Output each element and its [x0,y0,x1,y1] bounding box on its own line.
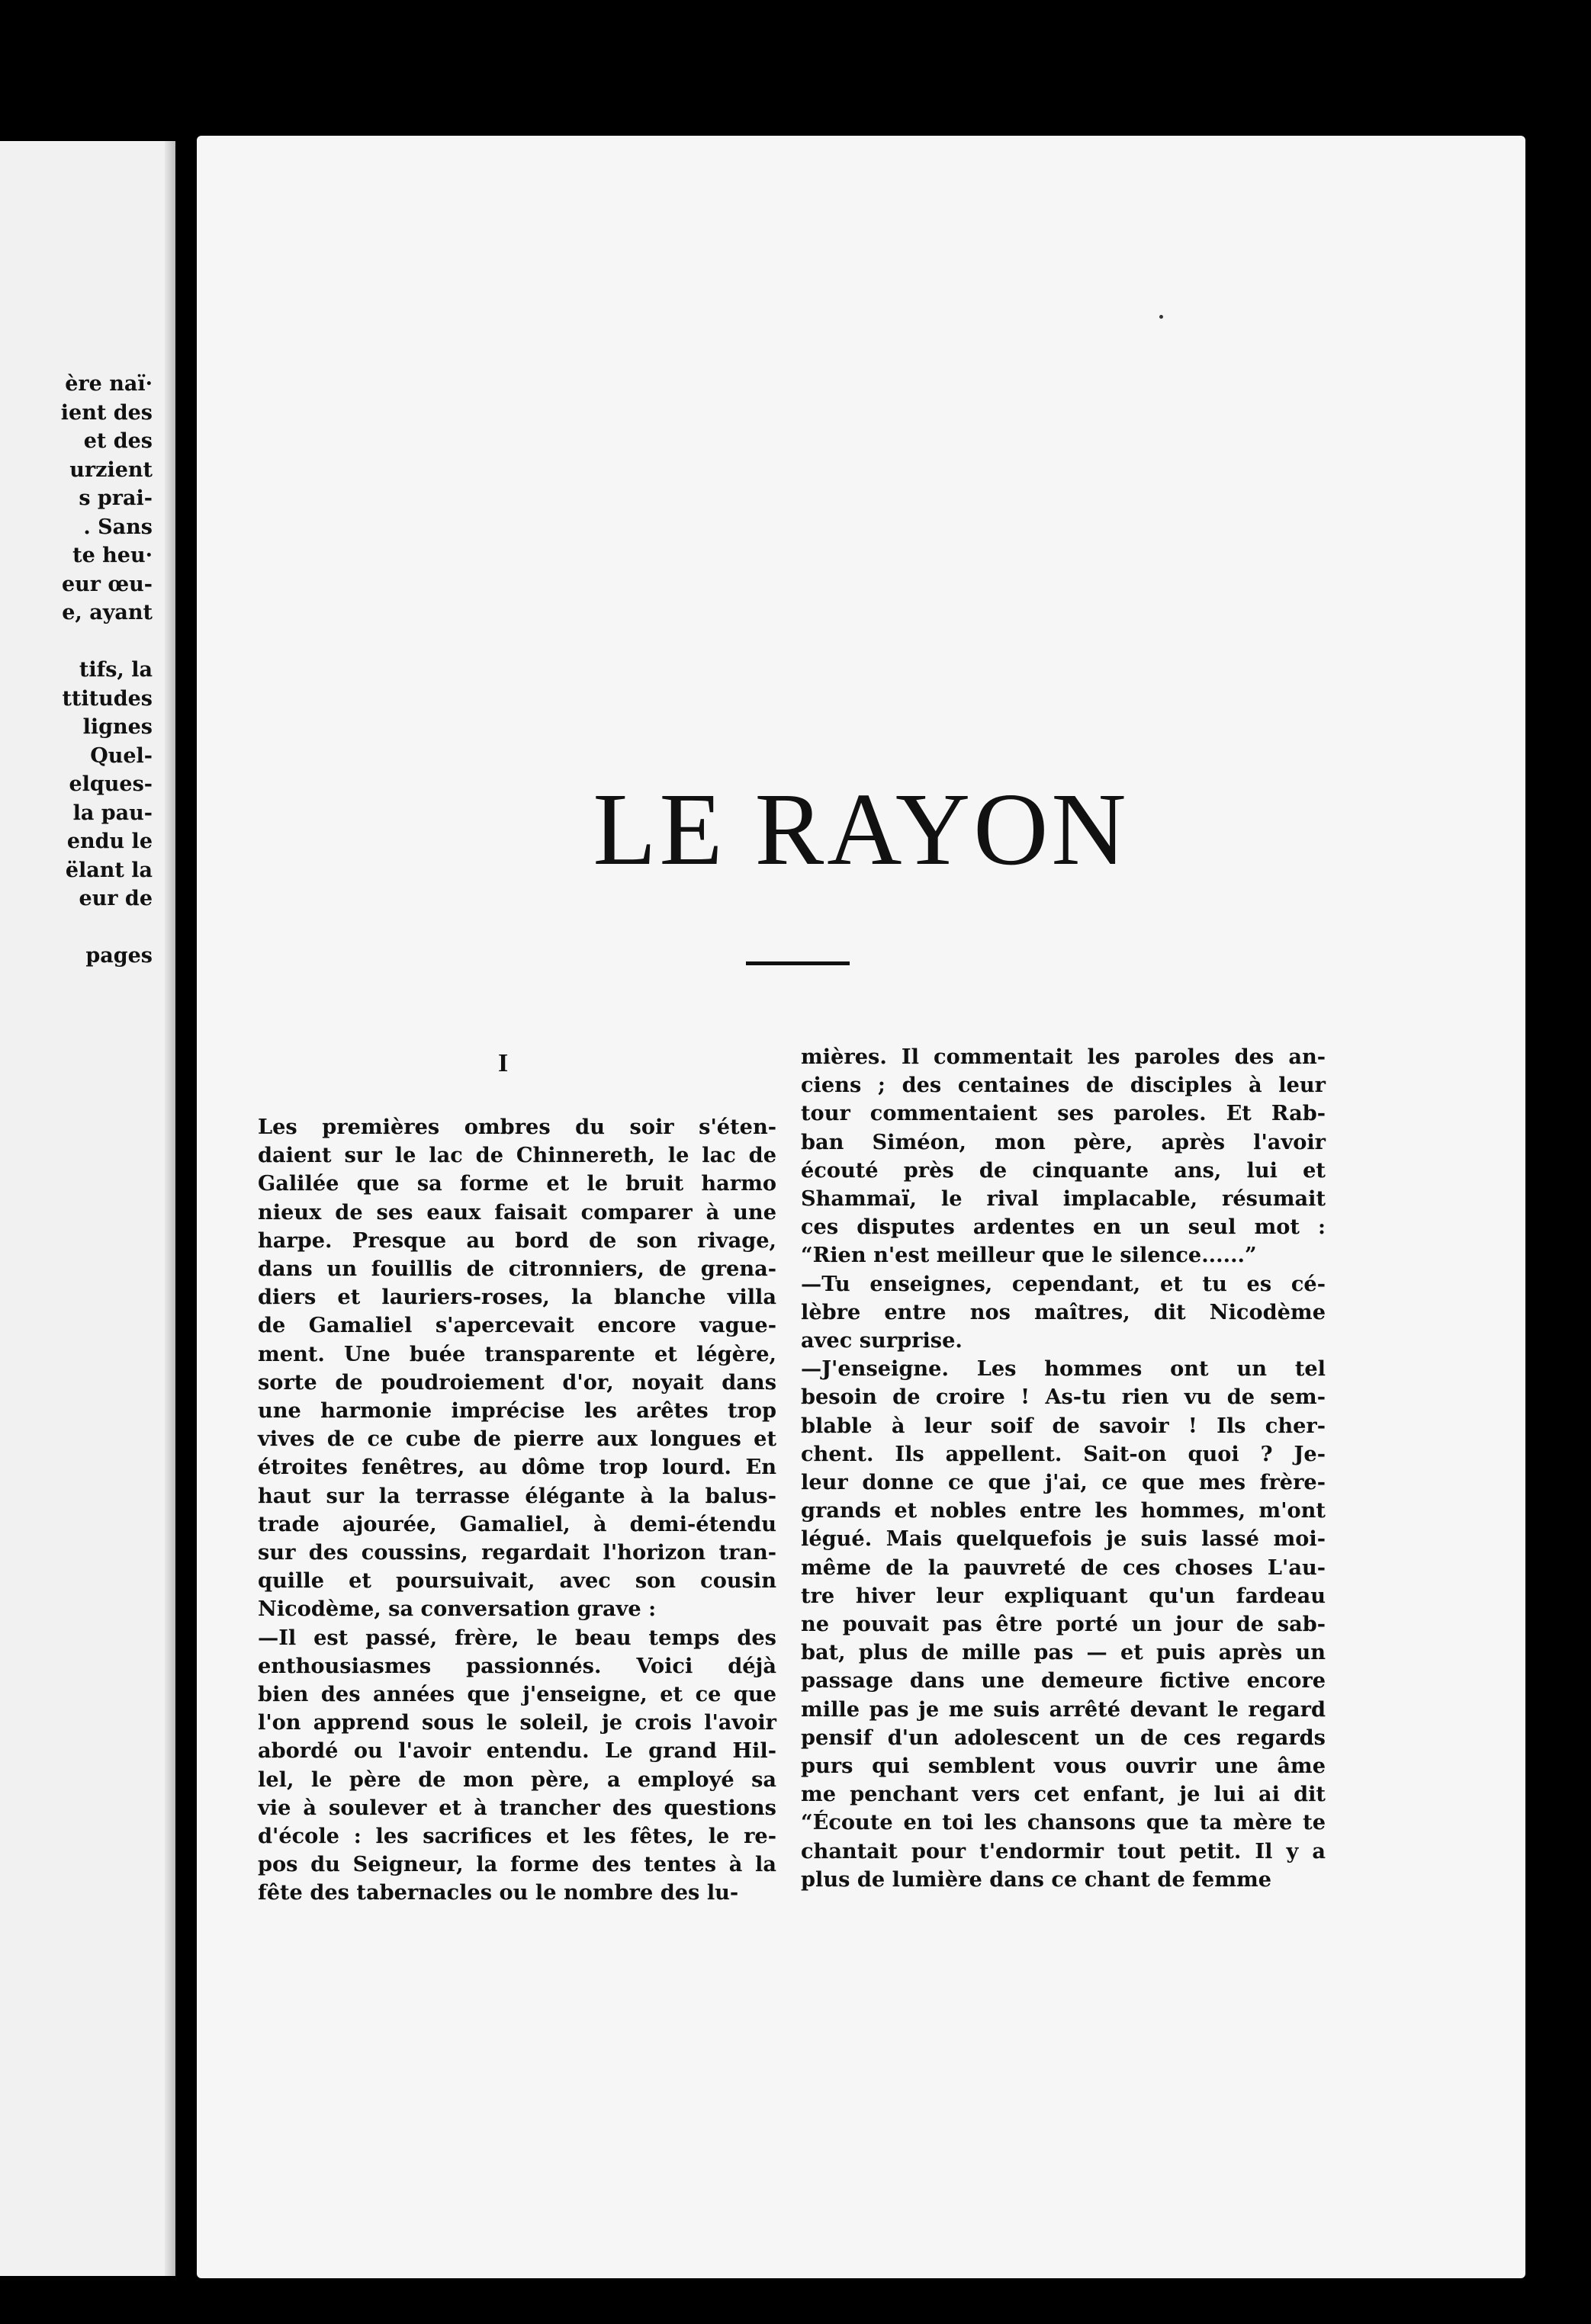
text-line: chantait pour t'endormir tout petit. Il y a [801,1838,1326,1863]
left-page-line: Quel- [90,743,153,768]
text-line: lel, le père de mon père, a employé sa [258,1767,776,1792]
left-page-line [0,913,153,942]
text-line: “Rien n'est meilleur que le silence......” [801,1243,1257,1268]
text-line: nieux de ses eaux faisait comparer à une [258,1199,776,1225]
left-page-line: ère naï· [65,372,153,396]
text-line: tre hiver leur expliquant qu'un fardeau [801,1583,1326,1608]
text-line: pos du Seigneur, la forme des tentes à la [258,1852,776,1877]
text-line: mières. Il commentait les paroles des an- [801,1045,1326,1069]
text-line: vives de ce cube de pierre aux longues et [258,1427,776,1452]
text-line: bien des années que j'enseigne, et ce que [258,1682,776,1707]
text-line: de Gamaliel s'apercevait encore vague- [258,1313,776,1338]
title-rule [746,961,850,965]
text-line: lèbre entre nos maîtres, dit Nicodème [801,1299,1326,1324]
text-line: vie à soulever et à trancher des questions [258,1795,776,1820]
left-page-line: e, ayant [62,601,153,624]
left-page-line: lignes [82,715,153,739]
text-line: sur des coussins, regardait l'horizon tran- [258,1540,776,1565]
text-line: Galilée que sa forme et le bruit harmo [258,1171,776,1196]
left-page-line: ëlant la [65,858,153,882]
left-page-line: te heu· [72,544,153,567]
left-page-line: pages [85,944,153,968]
section-number: I [498,1049,509,1077]
speck [1159,315,1163,319]
left-page-line [0,628,153,656]
text-line: ne pouvait pas être porté un jour de sab- [801,1612,1326,1637]
left-page-line: la pau- [72,801,153,825]
text-line: d'école : les sacrifices et les fêtes, le re- [258,1824,776,1849]
text-line: daient sur le lac de Chinnereth, le lac de [258,1143,776,1168]
page-gutter-shadow [165,141,175,2276]
text-line: étroites fenêtres, au dôme trop lourd. En [258,1455,776,1480]
text-line: ment. Une buée transparente et légère, [258,1341,776,1366]
text-line: leur donne ce que j'ai, ce que mes frère- [801,1470,1326,1495]
text-line: chent. Ils appellent. Sait-on quoi ? Je- [801,1441,1326,1466]
text-line: enthousiasmes passionnés. Voici déjà [258,1653,776,1678]
left-page-line: eur œu- [61,572,153,596]
text-line: tour commentaient ses paroles. Et Rab- [801,1101,1326,1126]
text-line: écouté près de cinquante ans, lui et [801,1157,1326,1183]
page-title: LE RAYON [593,772,1130,887]
text-line: ces disputes ardentes en un seul mot : [801,1215,1326,1240]
text-line: passage dans une demeure fictive encore [801,1668,1326,1693]
text-line: quille et poursuivait, avec son cousin [258,1568,776,1594]
left-page-line: et des [83,429,153,453]
text-line: abordé ou l'avoir entendu. Le grand Hil- [258,1738,776,1764]
text-line: pensif d'un adolescent un de ces regards [801,1725,1326,1750]
text-line: besoin de croire ! As-tu rien vu de sem- [801,1385,1326,1410]
left-page-line: urzient [69,457,153,482]
text-line: même de la pauvreté de ces choses L'au- [801,1555,1326,1580]
text-column-left [258,1113,776,1908]
text-line: avec surprise. [801,1328,963,1353]
text-line: plus de lumière dans ce chant de femme [801,1867,1272,1892]
text-line: mille pas je me suis arrêté devant le regard [801,1696,1326,1722]
text-line: —Tu enseignes, cependant, et tu es cé- [801,1271,1326,1296]
left-page-fragment [0,141,175,2276]
left-page-line: tifs, la [79,658,153,682]
left-page-line: ient des [60,400,153,425]
text-line: bat, plus de mille pas — et puis après un [801,1640,1326,1665]
left-page-line: eur de [79,887,153,910]
text-line: une harmonie imprécise les arêtes trop [258,1398,776,1424]
left-page-line: endu le [66,830,153,853]
text-line: grands et nobles entre les hommes, m'ont [801,1498,1326,1523]
text-line: Shammaï, le rival implacable, résumait [801,1186,1326,1212]
text-line: Nicodème, sa conversation grave : [258,1597,657,1622]
text-line: fête des tabernacles ou le nombre des lu- [258,1880,739,1905]
text-line: ciens ; des centaines de disciples à leur [801,1073,1326,1098]
text-line: sorte de poudroiement d'or, noyait dans [258,1369,776,1395]
text-line: harpe. Presque au bord de son rivage, [258,1228,776,1253]
left-page-line: elques- [69,772,153,796]
text-line: blable à leur soif de savoir ! Ils cher- [801,1413,1326,1438]
text-line: l'on apprend sous le soleil, je crois l'avoir [258,1710,776,1735]
text-column-right [801,1043,1326,1894]
text-line: me penchant vers cet enfant, je lui ai dit [801,1782,1326,1807]
text-line: dans un fouillis de citronniers, de grena- [258,1257,776,1282]
left-page-line: s prai- [79,486,153,510]
text-line: ban Siméon, mon père, après l'avoir [801,1129,1326,1154]
left-page-text [0,370,153,971]
left-page-line: . Sans [83,515,153,539]
text-line: purs qui semblent vous ouvrir une âme [801,1754,1326,1779]
text-line: légué. Mais quelquefois je suis lassé moi- [801,1526,1326,1552]
left-page-line: ttitudes [62,686,153,711]
right-page [197,136,1525,2278]
text-line: diers et lauriers-roses, la blanche villa [258,1285,776,1310]
text-line: trade ajourée, Gamaliel, à demi-étendu [258,1511,776,1536]
text-line: —J'enseigne. Les hommes ont un tel [801,1356,1326,1382]
text-line: “Écoute en toi les chansons que ta mère te [801,1810,1326,1835]
text-line: haut sur la terrasse élégante à la balus- [258,1483,776,1508]
text-line: Les premières ombres du soir s'éten- [258,1115,776,1139]
text-line: —Il est passé, frère, le beau temps des [258,1625,776,1650]
